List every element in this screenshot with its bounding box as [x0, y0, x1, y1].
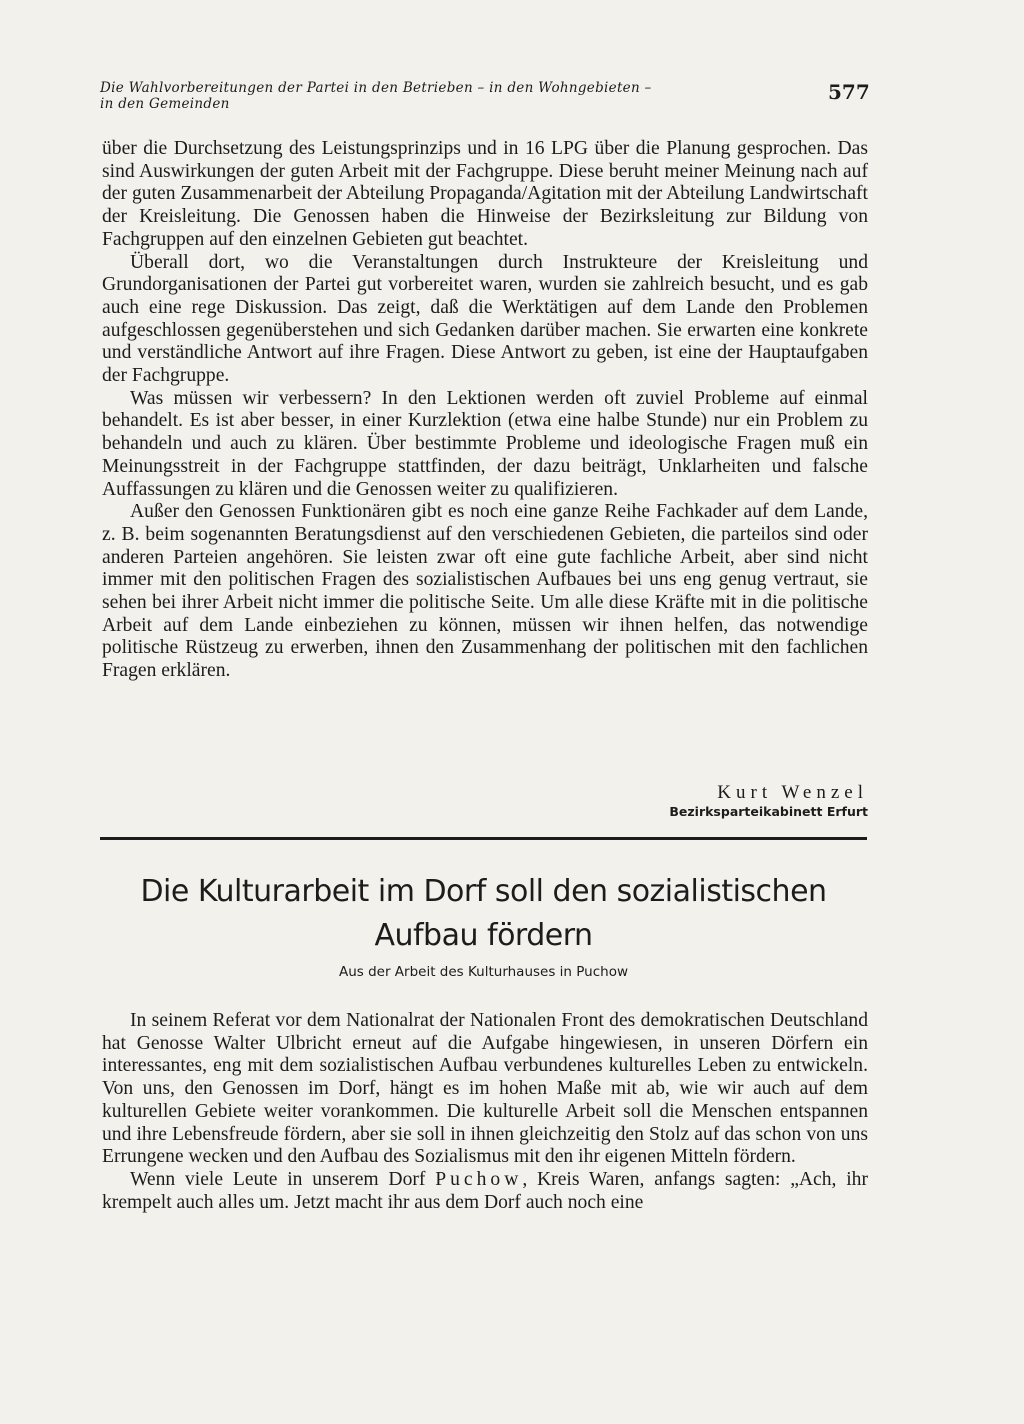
article-1-body: [102, 138, 868, 683]
paragraph-2-start: Wenn viele Leute in unserem Dorf: [130, 1168, 426, 1190]
article-2-title: [100, 870, 867, 958]
article-2-title-line-2: Aufbau fördern: [374, 918, 593, 953]
article-2-title-line-1: Die Kulturarbeit im Dorf soll den sozialistischen: [140, 874, 827, 909]
article-2-subtitle: Aus der Arbeit des Kulturhauses in Puchow: [338, 964, 629, 980]
article-1-paragraph-3: Was müssen wir verbessern? In den Lektionen werden oft zuviel Probleme auf einmal behandelt. Es ist aber besser, in einer Kurzlektion (etwa eine halbe Stunde) nur ein Problem zu behandeln und auch zu klären. Über bestimmte Probleme und ideologische Fragen muß ein Meinungsstreit in der Fachgruppe stattfinden, der dazu beiträgt, Unklarheiten und falsche Auffassungen zu klären und die Genossen weiter zu qualifizieren.: [102, 387, 868, 500]
section-divider: [100, 837, 867, 840]
running-head-line-1: Die Wahlvorbereitungen der Partei in den Betrieben – in den Wohngebieten –: [100, 80, 652, 96]
article-2-paragraph-2: [102, 1169, 868, 1214]
article-1-paragraph-4: Außer den Genossen Funktionären gibt es noch eine ganze Reihe Fachkader auf dem Lande, z. B. beim sogenannten Beratungsdienst auf den verschiedenen Gebieten, die parteilos sind oder anderen Parteien angehören. Sie leisten zwar oft eine gute fachliche Arbeit, aber sind nicht immer mit den politischen Fragen des sozialistischen Aufbaues bei uns eng genug vertraut, sie sehen bei ihrer Arbeit nicht immer die politische Seite. Um alle diese Kräfte mit in die politische Arbeit auf dem Lande einbeziehen zu können, müssen wir ihnen helfen, das notwendige politische Rüstzeug zu erwerben, ihnen den Zusammenhang der politischen mit den fachlichen Fragen erklären.: [102, 501, 868, 682]
article-1-paragraph-1: über die Durchsetzung des Leistungsprinzips und in 16 LPG über die Planung gesprochen. Das sind Auswirkungen der guten Arbeit mit der Fachgruppe. Diese beruht meiner Meinung nach auf der guten Zusammenarbeit der Abteilung Propaganda/Agitation mit der Abteilung Landwirtschaft der Kreisleitung. Die Genossen haben die Hinweise der Bezirksleitung zur Bildung von Fachgruppen auf den einzelnen Gebieten gut beachtet.: [102, 138, 868, 250]
running-head-line-2: in den Gemeinden: [100, 96, 230, 112]
author-name: Kurt Wenzel: [717, 782, 868, 803]
article-2-paragraph-1: In seinem Referat vor dem Nationalrat der Nationalen Front des demokratischen Deutschland hat Genosse Walter Ulbricht erneut auf die Aufgabe hingewiesen, in unseren Dörfern ein interessantes, eng mit dem sozialistischen Aufbau verbundenes kulturelles Leben zu entwickeln. Von uns, den Genossen im Dorf, hängt es im hohen Maße mit ab, wie wir auch auf dem kulturellen Gebiete weiter vorankommen. Die kulturelle Arbeit soll die Menschen entspannen und ihre Lebensfreude fördern, aber sie soll in ihnen gleichzeitig den Stolz auf das schon von uns Errungene wecken und den Aufbau des Sozialismus mit den ihr eigenen Mitteln fördern.: [102, 1010, 868, 1168]
paragraph-2-rest: , Kreis Waren, anfangs sagten: „Ach, ihr krempelt auch alles um. Jetzt macht ihr aus dem Dorf auch noch eine: [102, 1168, 868, 1213]
article-1-paragraph-2: Überall dort, wo die Veranstaltungen durch Instrukteure der Kreisleitung und Grundorganisationen der Partei gut vorbereitet waren, wurden sie zahlreich besucht, und es gab auch eine rege Diskussion. Das zeigt, daß die Werktätigen auf dem Lande den Problemen aufgeschlossen gegenüberstehen und sich Gedanken darüber machen. Sie erwarten eine konkrete und verständliche Antwort auf ihre Fragen. Diese Antwort zu geben, ist eine der Hauptaufgaben der Fachgruppe.: [102, 251, 868, 387]
author-affiliation: Bezirksparteikabinett Erfurt: [669, 804, 868, 819]
page-number: 577: [828, 80, 870, 104]
running-head: [100, 80, 720, 112]
article-2-body: [102, 1010, 868, 1214]
place-name-puchow: Puchow: [435, 1168, 523, 1190]
